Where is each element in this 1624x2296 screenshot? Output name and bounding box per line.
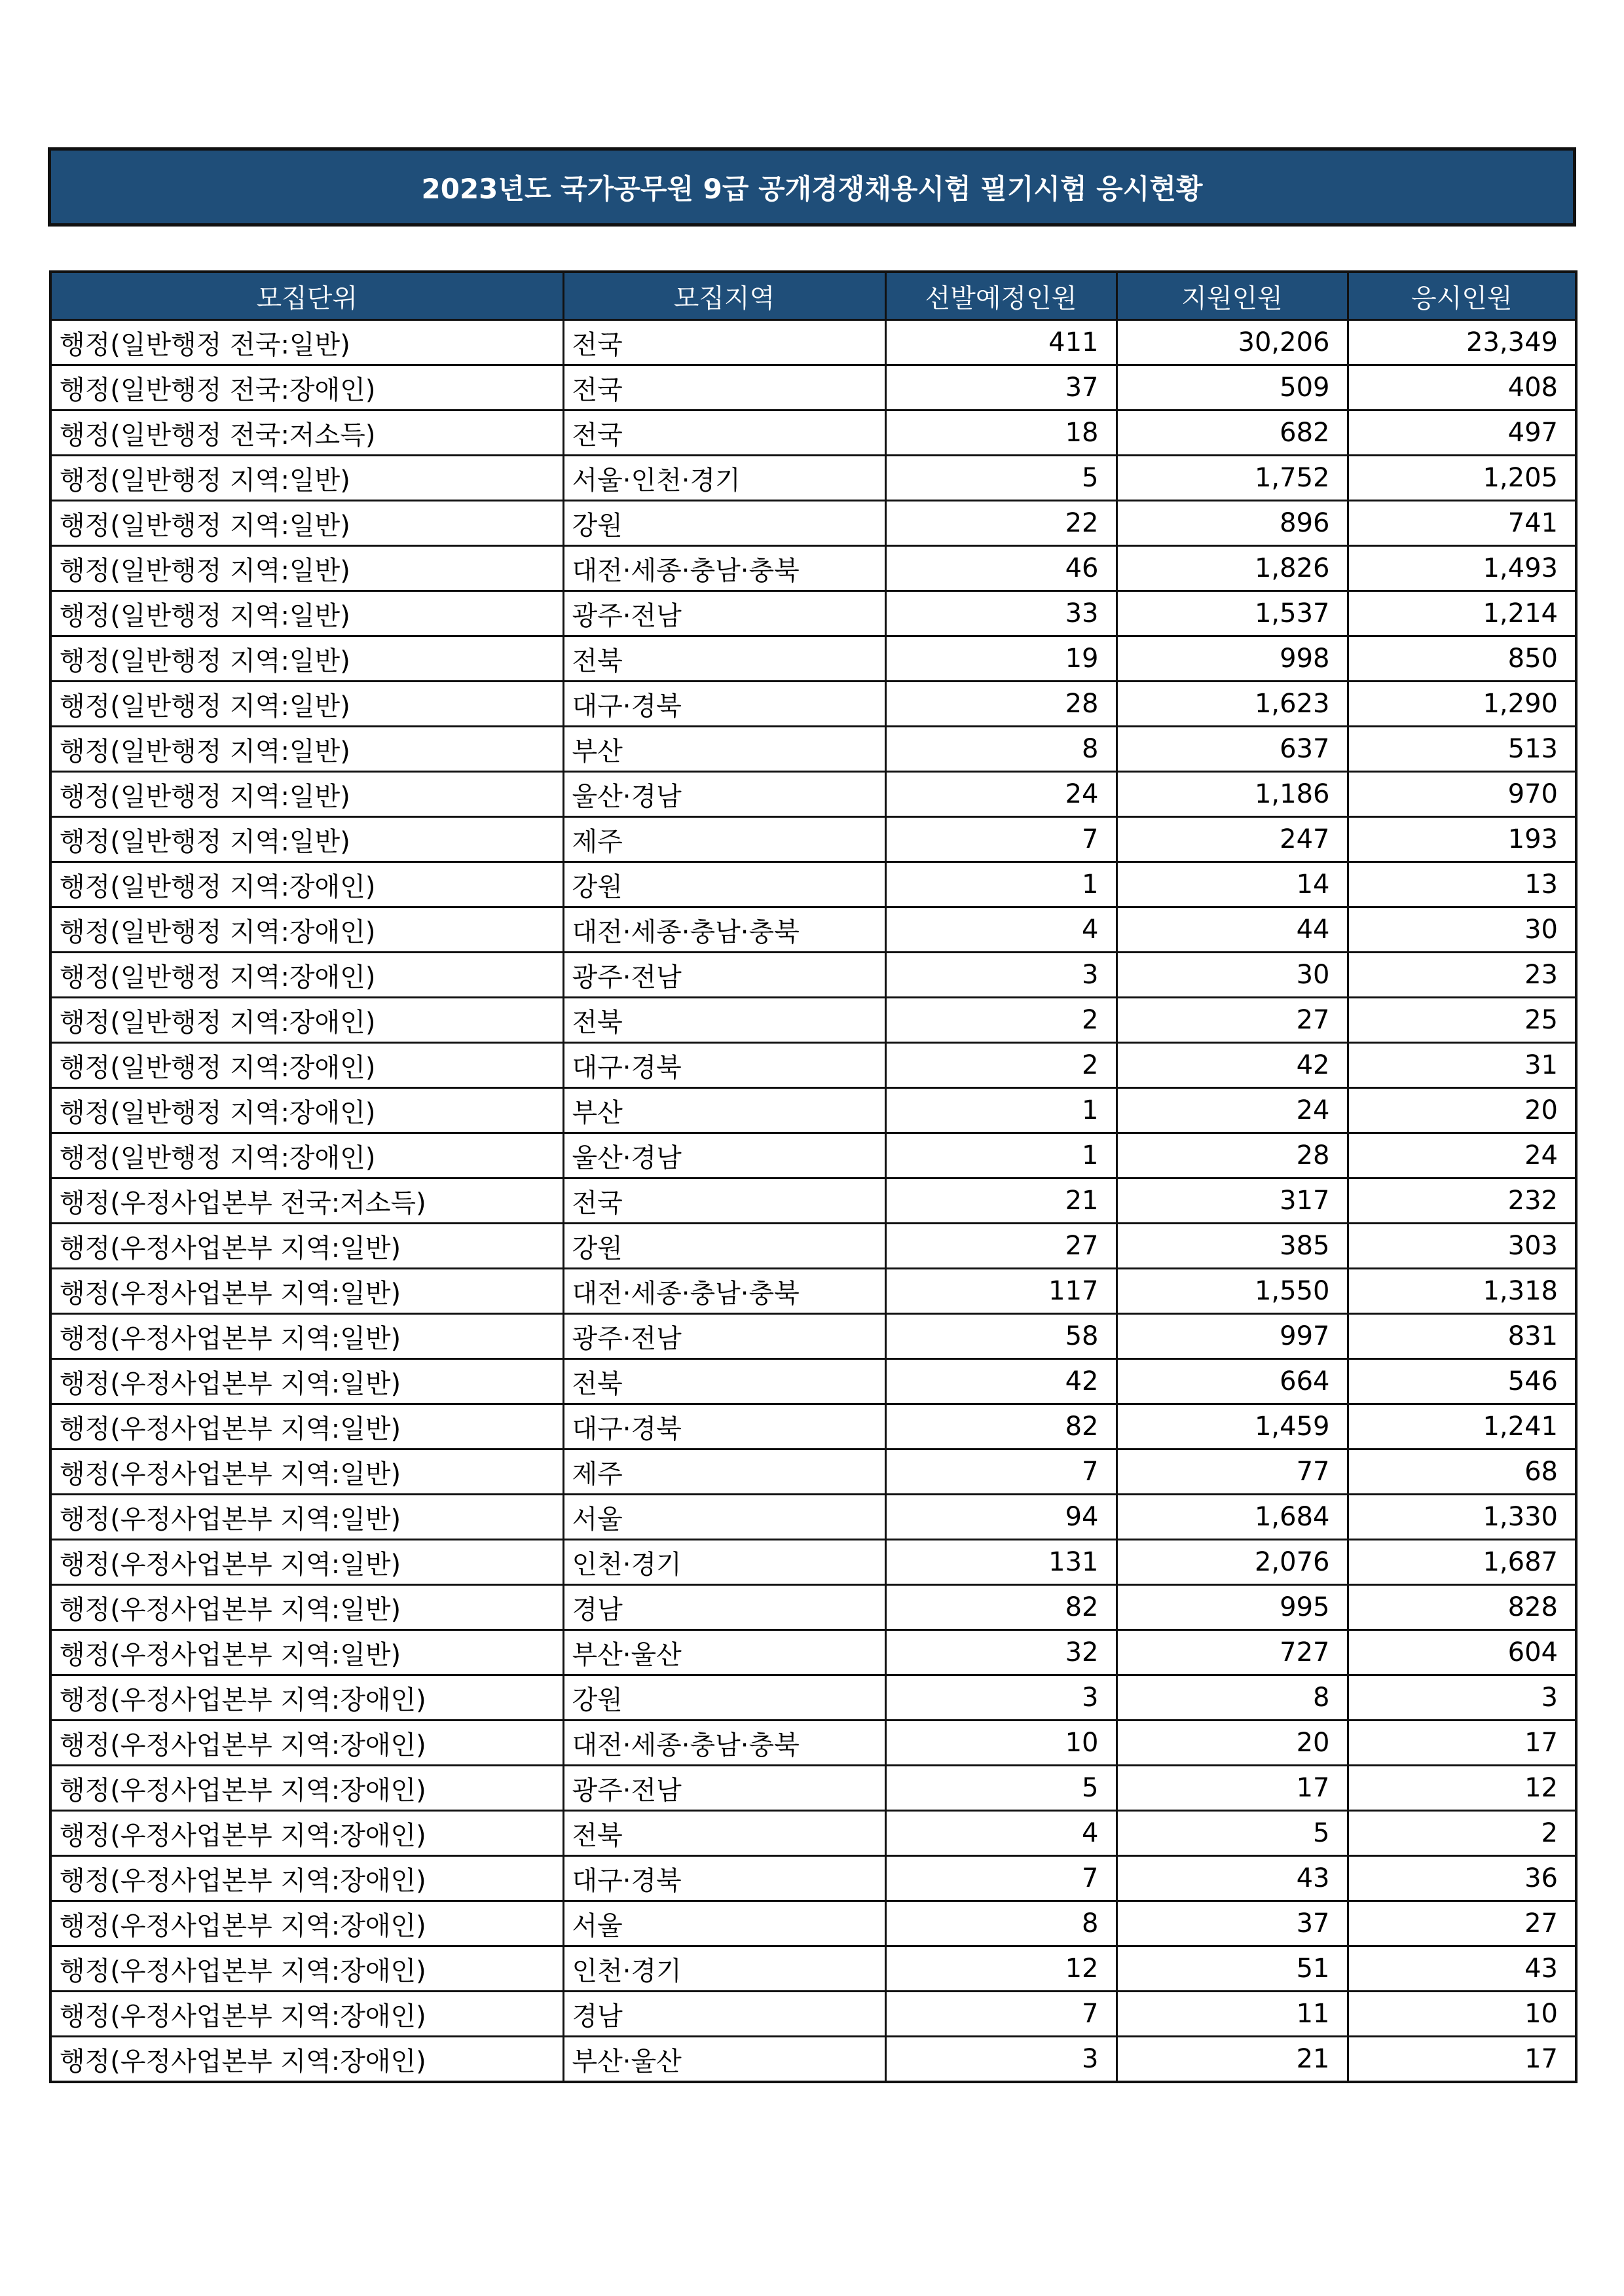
- cell-applicants: 998: [1116, 636, 1348, 682]
- cell-planned-selection: 3: [885, 953, 1116, 998]
- cell-planned-selection: 94: [885, 1495, 1116, 1540]
- cell-planned-selection: 5: [885, 456, 1116, 501]
- cell-recruitment-unit: 행정(일반행정 지역:일반): [50, 456, 563, 501]
- header-planned-selection: 선발예정인원: [885, 272, 1116, 320]
- cell-applicants: 51: [1116, 1946, 1348, 1992]
- cell-planned-selection: 19: [885, 636, 1116, 682]
- cell-planned-selection: 1: [885, 1133, 1116, 1178]
- cell-planned-selection: 4: [885, 907, 1116, 953]
- cell-recruitment-unit: 행정(우정사업본부 전국:저소득): [50, 1178, 563, 1224]
- cell-applicants: 30: [1116, 953, 1348, 998]
- cell-recruitment-region: 전국: [563, 365, 885, 410]
- cell-recruitment-unit: 행정(일반행정 지역:장애인): [50, 907, 563, 953]
- header-applicants: 지원인원: [1116, 272, 1348, 320]
- cell-recruitment-unit: 행정(일반행정 지역:일반): [50, 591, 563, 636]
- cell-planned-selection: 8: [885, 1901, 1116, 1946]
- cell-applicants: 1,459: [1116, 1404, 1348, 1449]
- cell-recruitment-region: 부산: [563, 727, 885, 772]
- title-banner: [48, 147, 1576, 227]
- cell-planned-selection: 131: [885, 1540, 1116, 1585]
- header-recruitment-region: 모집지역: [563, 272, 885, 320]
- cell-test-takers: 1,205: [1348, 456, 1576, 501]
- cell-recruitment-region: 서울: [563, 1495, 885, 1540]
- cell-recruitment-region: 부산·울산: [563, 2037, 885, 2083]
- cell-recruitment-unit: 행정(일반행정 지역:장애인): [50, 998, 563, 1043]
- table-header-row: [50, 272, 1576, 320]
- cell-test-takers: 43: [1348, 1946, 1576, 1992]
- cell-recruitment-region: 부산: [563, 1088, 885, 1133]
- cell-recruitment-region: 대전·세종·충남·충북: [563, 907, 885, 953]
- cell-planned-selection: 33: [885, 591, 1116, 636]
- cell-test-takers: 1,214: [1348, 591, 1576, 636]
- table-row: [50, 1901, 1576, 1946]
- table-row: [50, 1088, 1576, 1133]
- table-row: [50, 727, 1576, 772]
- cell-planned-selection: 27: [885, 1224, 1116, 1269]
- table-row: [50, 1992, 1576, 2037]
- cell-recruitment-unit: 행정(일반행정 지역:일반): [50, 636, 563, 682]
- table-row: [50, 1043, 1576, 1088]
- cell-recruitment-unit: 행정(일반행정 지역:일반): [50, 546, 563, 591]
- cell-test-takers: 193: [1348, 817, 1576, 862]
- cell-recruitment-unit: 행정(우정사업본부 지역:일반): [50, 1449, 563, 1495]
- cell-recruitment-unit: 행정(일반행정 지역:장애인): [50, 1043, 563, 1088]
- cell-recruitment-region: 강원: [563, 862, 885, 907]
- cell-test-takers: 828: [1348, 1585, 1576, 1630]
- cell-recruitment-region: 울산·경남: [563, 1133, 885, 1178]
- cell-recruitment-unit: 행정(우정사업본부 지역:일반): [50, 1269, 563, 1314]
- cell-test-takers: 1,330: [1348, 1495, 1576, 1540]
- cell-applicants: 1,752: [1116, 456, 1348, 501]
- cell-applicants: 37: [1116, 1901, 1348, 1946]
- table-row: [50, 1811, 1576, 1856]
- applicants-table: [49, 270, 1578, 2083]
- cell-applicants: 247: [1116, 817, 1348, 862]
- cell-recruitment-unit: 행정(우정사업본부 지역:장애인): [50, 1901, 563, 1946]
- cell-test-takers: 2: [1348, 1811, 1576, 1856]
- cell-recruitment-region: 서울: [563, 1901, 885, 1946]
- cell-recruitment-unit: 행정(우정사업본부 지역:일반): [50, 1585, 563, 1630]
- cell-test-takers: 513: [1348, 727, 1576, 772]
- cell-applicants: 637: [1116, 727, 1348, 772]
- cell-applicants: 42: [1116, 1043, 1348, 1088]
- cell-applicants: 28: [1116, 1133, 1348, 1178]
- table-row: [50, 953, 1576, 998]
- cell-test-takers: 23: [1348, 953, 1576, 998]
- cell-applicants: 20: [1116, 1721, 1348, 1766]
- table-row: [50, 1946, 1576, 1992]
- table-row: [50, 1133, 1576, 1178]
- cell-planned-selection: 7: [885, 817, 1116, 862]
- table-row: [50, 907, 1576, 953]
- cell-planned-selection: 21: [885, 1178, 1116, 1224]
- cell-recruitment-unit: 행정(우정사업본부 지역:일반): [50, 1224, 563, 1269]
- cell-recruitment-unit: 행정(우정사업본부 지역:장애인): [50, 1766, 563, 1811]
- cell-recruitment-unit: 행정(일반행정 지역:장애인): [50, 953, 563, 998]
- table-row: [50, 1359, 1576, 1404]
- cell-applicants: 24: [1116, 1088, 1348, 1133]
- cell-applicants: 385: [1116, 1224, 1348, 1269]
- cell-applicants: 21: [1116, 2037, 1348, 2083]
- cell-applicants: 5: [1116, 1811, 1348, 1856]
- cell-recruitment-unit: 행정(우정사업본부 지역:일반): [50, 1540, 563, 1585]
- table-row: [50, 682, 1576, 727]
- cell-test-takers: 850: [1348, 636, 1576, 682]
- cell-planned-selection: 46: [885, 546, 1116, 591]
- cell-applicants: 1,684: [1116, 1495, 1348, 1540]
- cell-recruitment-region: 대구·경북: [563, 1043, 885, 1088]
- cell-recruitment-unit: 행정(일반행정 지역:장애인): [50, 862, 563, 907]
- cell-test-takers: 30: [1348, 907, 1576, 953]
- cell-planned-selection: 37: [885, 365, 1116, 410]
- cell-recruitment-unit: 행정(우정사업본부 지역:장애인): [50, 1946, 563, 1992]
- cell-applicants: 317: [1116, 1178, 1348, 1224]
- cell-applicants: 995: [1116, 1585, 1348, 1630]
- cell-recruitment-unit: 행정(우정사업본부 지역:일반): [50, 1495, 563, 1540]
- cell-test-takers: 1,318: [1348, 1269, 1576, 1314]
- cell-recruitment-region: 전북: [563, 1811, 885, 1856]
- cell-applicants: 11: [1116, 1992, 1348, 2037]
- table-row: [50, 862, 1576, 907]
- table-row: [50, 1675, 1576, 1721]
- cell-test-takers: 232: [1348, 1178, 1576, 1224]
- cell-recruitment-unit: 행정(우정사업본부 지역:일반): [50, 1404, 563, 1449]
- cell-planned-selection: 24: [885, 772, 1116, 817]
- cell-planned-selection: 117: [885, 1269, 1116, 1314]
- table-row: [50, 1404, 1576, 1449]
- cell-planned-selection: 82: [885, 1404, 1116, 1449]
- cell-test-takers: 970: [1348, 772, 1576, 817]
- table-row: [50, 1585, 1576, 1630]
- cell-recruitment-unit: 행정(우정사업본부 지역:장애인): [50, 1992, 563, 2037]
- table-row: [50, 2037, 1576, 2083]
- cell-recruitment-region: 대구·경북: [563, 1856, 885, 1901]
- cell-applicants: 896: [1116, 501, 1348, 546]
- cell-test-takers: 27: [1348, 1901, 1576, 1946]
- table-row: [50, 1314, 1576, 1359]
- cell-recruitment-region: 대전·세종·충남·충북: [563, 1721, 885, 1766]
- table-row: [50, 1269, 1576, 1314]
- cell-recruitment-unit: 행정(일반행정 지역:일반): [50, 501, 563, 546]
- cell-test-takers: 1,290: [1348, 682, 1576, 727]
- cell-applicants: 1,186: [1116, 772, 1348, 817]
- cell-applicants: 1,826: [1116, 546, 1348, 591]
- cell-recruitment-unit: 행정(우정사업본부 지역:장애인): [50, 1721, 563, 1766]
- cell-applicants: 997: [1116, 1314, 1348, 1359]
- cell-planned-selection: 12: [885, 1946, 1116, 1992]
- cell-recruitment-region: 전국: [563, 1178, 885, 1224]
- cell-recruitment-unit: 행정(우정사업본부 지역:장애인): [50, 1856, 563, 1901]
- cell-recruitment-region: 광주·전남: [563, 1314, 885, 1359]
- cell-applicants: 27: [1116, 998, 1348, 1043]
- cell-recruitment-region: 전국: [563, 320, 885, 365]
- cell-recruitment-region: 전국: [563, 410, 885, 456]
- cell-recruitment-region: 전북: [563, 636, 885, 682]
- cell-planned-selection: 7: [885, 1449, 1116, 1495]
- table-row: [50, 1495, 1576, 1540]
- cell-test-takers: 1,687: [1348, 1540, 1576, 1585]
- cell-applicants: 77: [1116, 1449, 1348, 1495]
- cell-recruitment-region: 전북: [563, 1359, 885, 1404]
- cell-recruitment-region: 제주: [563, 817, 885, 862]
- page-title: 2023년도 국가공무원 9급 공개경쟁채용시험 필기시험 응시현황: [421, 172, 1203, 205]
- cell-applicants: 14: [1116, 862, 1348, 907]
- cell-recruitment-region: 경남: [563, 1992, 885, 2037]
- cell-recruitment-region: 강원: [563, 1224, 885, 1269]
- cell-applicants: 43: [1116, 1856, 1348, 1901]
- cell-recruitment-unit: 행정(일반행정 전국:일반): [50, 320, 563, 365]
- cell-planned-selection: 1: [885, 1088, 1116, 1133]
- table-row: [50, 817, 1576, 862]
- cell-recruitment-region: 인천·경기: [563, 1946, 885, 1992]
- cell-test-takers: 12: [1348, 1766, 1576, 1811]
- cell-planned-selection: 7: [885, 1992, 1116, 2037]
- table-row: [50, 1856, 1576, 1901]
- cell-planned-selection: 3: [885, 1675, 1116, 1721]
- cell-applicants: 30,206: [1116, 320, 1348, 365]
- cell-test-takers: 303: [1348, 1224, 1576, 1269]
- cell-test-takers: 408: [1348, 365, 1576, 410]
- table-row: [50, 591, 1576, 636]
- cell-planned-selection: 2: [885, 998, 1116, 1043]
- cell-applicants: 664: [1116, 1359, 1348, 1404]
- cell-recruitment-unit: 행정(일반행정 전국:저소득): [50, 410, 563, 456]
- cell-recruitment-region: 광주·전남: [563, 591, 885, 636]
- cell-applicants: 682: [1116, 410, 1348, 456]
- cell-recruitment-region: 인천·경기: [563, 1540, 885, 1585]
- table-row: [50, 1449, 1576, 1495]
- cell-planned-selection: 18: [885, 410, 1116, 456]
- cell-planned-selection: 8: [885, 727, 1116, 772]
- cell-test-takers: 1,493: [1348, 546, 1576, 591]
- cell-recruitment-unit: 행정(우정사업본부 지역:장애인): [50, 1811, 563, 1856]
- cell-planned-selection: 7: [885, 1856, 1116, 1901]
- cell-planned-selection: 10: [885, 1721, 1116, 1766]
- cell-planned-selection: 5: [885, 1766, 1116, 1811]
- cell-recruitment-region: 서울·인천·경기: [563, 456, 885, 501]
- cell-recruitment-unit: 행정(일반행정 전국:장애인): [50, 365, 563, 410]
- cell-recruitment-region: 강원: [563, 501, 885, 546]
- table-row: [50, 501, 1576, 546]
- cell-applicants: 727: [1116, 1630, 1348, 1675]
- cell-recruitment-region: 경남: [563, 1585, 885, 1630]
- cell-test-takers: 831: [1348, 1314, 1576, 1359]
- cell-test-takers: 741: [1348, 501, 1576, 546]
- cell-recruitment-unit: 행정(우정사업본부 지역:일반): [50, 1359, 563, 1404]
- cell-applicants: 17: [1116, 1766, 1348, 1811]
- cell-recruitment-region: 광주·전남: [563, 1766, 885, 1811]
- table-row: [50, 1721, 1576, 1766]
- cell-test-takers: 31: [1348, 1043, 1576, 1088]
- table-body: [50, 320, 1576, 2083]
- cell-test-takers: 17: [1348, 2037, 1576, 2083]
- cell-recruitment-region: 울산·경남: [563, 772, 885, 817]
- cell-recruitment-unit: 행정(우정사업본부 지역:일반): [50, 1630, 563, 1675]
- cell-recruitment-unit: 행정(일반행정 지역:일반): [50, 817, 563, 862]
- cell-planned-selection: 82: [885, 1585, 1116, 1630]
- table-row: [50, 410, 1576, 456]
- cell-applicants: 2,076: [1116, 1540, 1348, 1585]
- table-row: [50, 1766, 1576, 1811]
- cell-applicants: 1,623: [1116, 682, 1348, 727]
- header-recruitment-unit: 모집단위: [50, 272, 563, 320]
- cell-recruitment-unit: 행정(일반행정 지역:장애인): [50, 1133, 563, 1178]
- table-row: [50, 456, 1576, 501]
- table-row: [50, 772, 1576, 817]
- cell-recruitment-unit: 행정(우정사업본부 지역:장애인): [50, 2037, 563, 2083]
- cell-planned-selection: 22: [885, 501, 1116, 546]
- table-row: [50, 1630, 1576, 1675]
- cell-recruitment-unit: 행정(일반행정 지역:일반): [50, 727, 563, 772]
- table-row: [50, 1178, 1576, 1224]
- cell-test-takers: 68: [1348, 1449, 1576, 1495]
- cell-test-takers: 17: [1348, 1721, 1576, 1766]
- cell-applicants: 8: [1116, 1675, 1348, 1721]
- cell-recruitment-region: 대전·세종·충남·충북: [563, 546, 885, 591]
- cell-recruitment-region: 강원: [563, 1675, 885, 1721]
- cell-recruitment-region: 전북: [563, 998, 885, 1043]
- table-row: [50, 998, 1576, 1043]
- cell-planned-selection: 28: [885, 682, 1116, 727]
- table-row: [50, 320, 1576, 365]
- cell-planned-selection: 4: [885, 1811, 1116, 1856]
- cell-recruitment-unit: 행정(우정사업본부 지역:장애인): [50, 1675, 563, 1721]
- cell-planned-selection: 1: [885, 862, 1116, 907]
- cell-test-takers: 546: [1348, 1359, 1576, 1404]
- cell-recruitment-unit: 행정(일반행정 지역:일반): [50, 772, 563, 817]
- cell-planned-selection: 411: [885, 320, 1116, 365]
- cell-recruitment-unit: 행정(우정사업본부 지역:일반): [50, 1314, 563, 1359]
- cell-test-takers: 36: [1348, 1856, 1576, 1901]
- cell-recruitment-region: 대구·경북: [563, 682, 885, 727]
- cell-test-takers: 25: [1348, 998, 1576, 1043]
- cell-applicants: 1,537: [1116, 591, 1348, 636]
- cell-planned-selection: 58: [885, 1314, 1116, 1359]
- cell-recruitment-unit: 행정(일반행정 지역:일반): [50, 682, 563, 727]
- cell-applicants: 509: [1116, 365, 1348, 410]
- cell-recruitment-unit: 행정(일반행정 지역:장애인): [50, 1088, 563, 1133]
- cell-test-takers: 1,241: [1348, 1404, 1576, 1449]
- table-row: [50, 1540, 1576, 1585]
- cell-applicants: 44: [1116, 907, 1348, 953]
- cell-planned-selection: 3: [885, 2037, 1116, 2083]
- cell-test-takers: 23,349: [1348, 320, 1576, 365]
- cell-recruitment-region: 대전·세종·충남·충북: [563, 1269, 885, 1314]
- table-row: [50, 1224, 1576, 1269]
- cell-test-takers: 24: [1348, 1133, 1576, 1178]
- cell-recruitment-region: 광주·전남: [563, 953, 885, 998]
- cell-recruitment-region: 제주: [563, 1449, 885, 1495]
- table-row: [50, 546, 1576, 591]
- cell-test-takers: 20: [1348, 1088, 1576, 1133]
- cell-recruitment-region: 부산·울산: [563, 1630, 885, 1675]
- cell-planned-selection: 42: [885, 1359, 1116, 1404]
- cell-applicants: 1,550: [1116, 1269, 1348, 1314]
- cell-test-takers: 604: [1348, 1630, 1576, 1675]
- cell-test-takers: 497: [1348, 410, 1576, 456]
- header-test-takers: 응시인원: [1348, 272, 1576, 320]
- cell-planned-selection: 32: [885, 1630, 1116, 1675]
- cell-planned-selection: 2: [885, 1043, 1116, 1088]
- cell-test-takers: 3: [1348, 1675, 1576, 1721]
- table-row: [50, 365, 1576, 410]
- cell-test-takers: 13: [1348, 862, 1576, 907]
- cell-test-takers: 10: [1348, 1992, 1576, 2037]
- cell-recruitment-region: 대구·경북: [563, 1404, 885, 1449]
- table-row: [50, 636, 1576, 682]
